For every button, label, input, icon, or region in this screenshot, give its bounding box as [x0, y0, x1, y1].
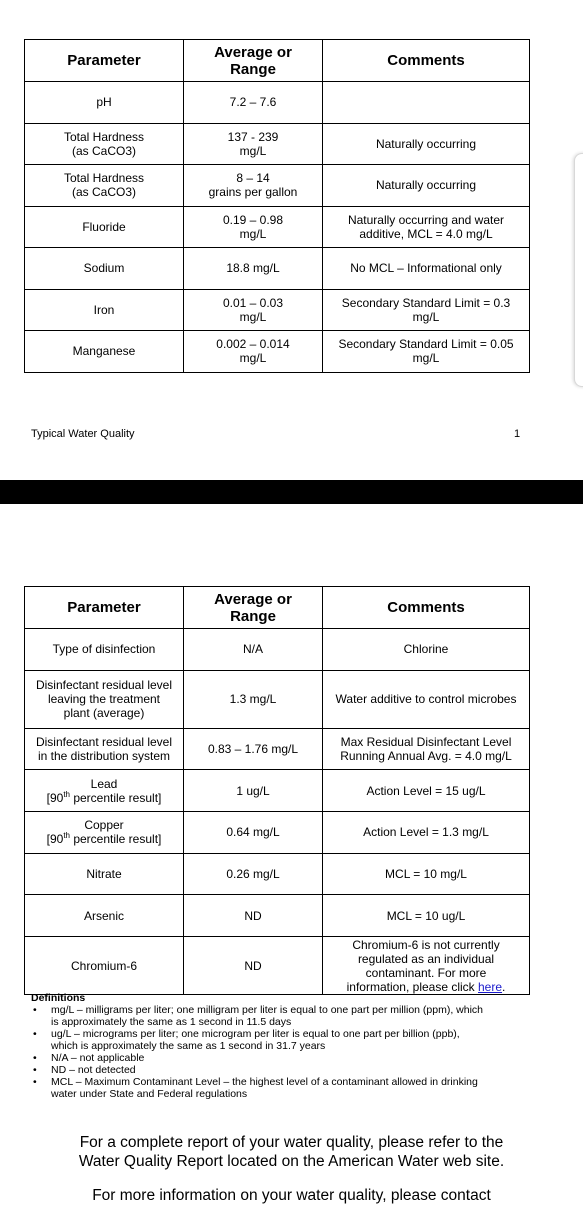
range-text: N/A: [242, 642, 263, 657]
range-text: 1 ug/L: [236, 783, 270, 798]
definition-item: [31, 1004, 551, 1028]
parameter-text: in the distribution system: [37, 749, 171, 764]
parameter-cell: [25, 331, 184, 373]
comment-text: Naturally occurring: [375, 178, 477, 193]
range-text: grains per gallon: [208, 185, 298, 200]
parameter-text: pH: [96, 95, 112, 110]
parameter-text: Sodium: [83, 261, 125, 276]
comment-text: Secondary Standard Limit = 0.05: [338, 337, 514, 352]
parameter-cell: [25, 248, 184, 290]
range-cell: [184, 895, 323, 937]
report-note: [0, 1133, 583, 1171]
report-note-line: For a complete report of your water quality, please refer to the: [79, 1134, 504, 1151]
parameter-cell: [25, 165, 184, 207]
parameter-text: Copper: [84, 818, 124, 833]
parameter-text: Lead: [90, 776, 118, 791]
range-cell: [184, 853, 323, 895]
comment-cell: [323, 629, 530, 671]
bullet-icon: •: [33, 1076, 37, 1088]
parameter-text: leaving the treatment: [47, 692, 161, 707]
comment-cell: [323, 331, 530, 373]
bullet-icon: •: [33, 1052, 37, 1064]
table-row: [25, 670, 530, 728]
range-text: mg/L: [239, 309, 267, 324]
parameter-cell: [25, 289, 184, 331]
definition-text: mg/L – milligrams per liter; one milligram per liter is equal to one part per million (ppm), which: [51, 1004, 484, 1016]
here-link[interactable]: here: [478, 979, 503, 994]
definition-text: ug/L – micrograms per liter; one microgram per liter is equal to one part per billion (ppb),: [51, 1028, 460, 1040]
table-row: [25, 812, 530, 854]
parameter-text: Total Hardness: [63, 171, 145, 186]
table-row: [25, 123, 530, 165]
table-row: [25, 629, 530, 671]
range-text: 7.2 – 7.6: [229, 95, 277, 110]
parameter-cell: [25, 670, 184, 728]
comment-text: additive, MCL = 4.0 mg/L: [359, 226, 493, 241]
parameter-cell: [25, 770, 184, 812]
comment-cell: [323, 248, 530, 290]
definition-item: [31, 1076, 551, 1100]
comment-link-post: .: [502, 979, 506, 994]
parameter-note: [28, 791, 180, 805]
range-text: 8 – 14: [236, 171, 270, 186]
comment-cell: [323, 853, 530, 895]
range-cell: [184, 248, 323, 290]
parameter-text: Disinfectant residual level: [35, 735, 173, 750]
parameter-cell: [25, 812, 184, 854]
range-text: mg/L: [239, 351, 267, 366]
definition-item: [31, 1064, 551, 1076]
parameter-cell: [25, 82, 184, 124]
bullet-icon: •: [33, 1004, 37, 1016]
parameter-text: Iron: [93, 302, 115, 317]
table-row: [25, 895, 530, 937]
parameter-cell: [25, 629, 184, 671]
contact-note: [0, 1186, 583, 1205]
range-text: mg/L: [239, 226, 267, 241]
table-header-row: [25, 587, 530, 629]
parameter-text: plant (average): [63, 706, 145, 721]
bullet-icon: •: [33, 1064, 37, 1076]
parameter-cell: [25, 853, 184, 895]
comment-cell: [323, 289, 530, 331]
range-cell: [184, 670, 323, 728]
comment-text: Naturally occurring and water: [347, 212, 505, 227]
definition-text: ND – not detected: [51, 1064, 136, 1076]
range-text: 0.19 – 0.98: [222, 212, 284, 227]
column-header: Parameter: [25, 40, 184, 82]
parameter-note-post: percentile result]: [69, 832, 162, 847]
table-row: [25, 770, 530, 812]
range-cell: [184, 629, 323, 671]
table-row: [25, 289, 530, 331]
table-row: [25, 82, 530, 124]
comment-cell: [323, 812, 530, 854]
definition-text: is approximately the same as 1 second in 11.5 days: [51, 1016, 292, 1028]
comment-cell: [323, 82, 530, 124]
comment-text: mg/L: [412, 309, 440, 324]
definition-text: which is approximately the same as 1 second in 31.7 years: [51, 1040, 326, 1052]
range-cell: [184, 937, 323, 995]
range-text: 0.01 – 0.03: [222, 295, 284, 310]
range-cell: [184, 812, 323, 854]
comment-cell: [323, 728, 530, 770]
table-row: [25, 937, 530, 995]
contact-note-line: For more information on your water quality, please contact: [92, 1187, 491, 1204]
table-row: [25, 853, 530, 895]
water-quality-table-2: [24, 586, 530, 995]
page-number: 1: [514, 428, 521, 440]
comment-text: No MCL – Informational only: [350, 261, 502, 276]
comment-text: Naturally occurring: [375, 136, 477, 151]
parameter-text: Nitrate: [86, 867, 122, 882]
page-footer-title: Typical Water Quality: [31, 428, 135, 440]
range-cell: [184, 728, 323, 770]
parameter-text: Type of disinfection: [52, 642, 156, 657]
document-page-1: [0, 0, 583, 480]
range-cell: [184, 331, 323, 373]
column-header: Parameter: [25, 587, 184, 629]
bullet-icon: •: [33, 1028, 37, 1040]
parameter-note-post: percentile result]: [69, 790, 162, 805]
definitions-title: Definitions: [31, 992, 86, 1004]
definitions-section: [31, 992, 551, 1100]
range-text: mg/L: [239, 143, 267, 158]
range-cell: [184, 123, 323, 165]
range-text: 18.8 mg/L: [226, 261, 280, 276]
range-text: 0.002 – 0.014: [216, 337, 290, 352]
range-text: 0.64 mg/L: [226, 825, 280, 840]
table-header-row: [25, 40, 530, 82]
table-row: [25, 165, 530, 207]
comment-text: Chromium-6 is not currently: [352, 937, 500, 952]
comment-text: MCL = 10 mg/L: [385, 867, 467, 882]
range-cell: [184, 206, 323, 248]
range-text: ND: [244, 958, 262, 973]
comment-cell: [323, 670, 530, 728]
parameter-cell: [25, 895, 184, 937]
parameter-cell: [25, 206, 184, 248]
column-header: Comments: [323, 587, 530, 629]
comment-text: Action Level = 15 ug/L: [366, 783, 486, 798]
range-text: 1.3 mg/L: [229, 692, 277, 707]
comment-text: Chlorine: [403, 642, 449, 657]
definition-item: [31, 1052, 551, 1064]
parameter-text: (as CaCO3): [71, 143, 136, 158]
range-text: 0.83 – 1.76 mg/L: [207, 742, 299, 757]
comment-link-pre: information, please click: [346, 979, 478, 994]
comment-text: regulated as an individual: [357, 951, 495, 966]
parameter-text: Total Hardness: [63, 129, 145, 144]
parameter-note-sup: th: [63, 831, 70, 841]
comment-cell: [323, 206, 530, 248]
parameter-text: Fluoride: [82, 219, 126, 234]
parameter-text: Manganese: [72, 344, 136, 359]
range-cell: [184, 82, 323, 124]
table-row: [25, 248, 530, 290]
parameter-text: Chromium-6: [70, 958, 137, 973]
comment-text: Water additive to control microbes: [335, 692, 517, 707]
range-text: ND: [244, 908, 262, 923]
range-cell: [184, 289, 323, 331]
comment-text: mg/L: [412, 351, 440, 366]
comment-cell: [323, 123, 530, 165]
column-header: Average or Range: [184, 40, 323, 82]
table-row: [25, 331, 530, 373]
range-text: 137 - 239: [227, 129, 279, 144]
comment-text: MCL = 10 ug/L: [386, 908, 466, 923]
table-row: [25, 206, 530, 248]
parameter-cell: [25, 123, 184, 165]
definition-text: MCL – Maximum Contaminant Level – the highest level of a contaminant allowed in drinking: [51, 1076, 478, 1088]
parameter-note-sup: th: [63, 789, 70, 799]
column-header: Comments: [323, 40, 530, 82]
comment-text: contaminant. For more: [365, 965, 487, 980]
parameter-cell: [25, 728, 184, 770]
scrollbar-handle[interactable]: [574, 153, 583, 387]
parameter-text: (as CaCO3): [71, 185, 136, 200]
comment-cell: [323, 770, 530, 812]
comment-cell: [323, 165, 530, 207]
water-quality-table-1: [24, 39, 530, 373]
range-cell: [184, 770, 323, 812]
comment-cell: [323, 937, 530, 995]
definitions-list: [31, 1004, 551, 1100]
comment-text: Action Level = 1.3 mg/L: [363, 825, 489, 840]
definition-text: N/A – not applicable: [51, 1052, 145, 1064]
parameter-text: Disinfectant residual level: [35, 678, 173, 693]
range-text: 0.26 mg/L: [226, 867, 280, 882]
definition-item: [31, 1028, 551, 1052]
comment-text: Max Residual Disinfectant Level: [340, 735, 512, 750]
page-divider: [0, 480, 583, 504]
parameter-note-pre: [90: [46, 832, 64, 847]
report-note-line: Water Quality Report located on the American Water web site.: [78, 1153, 505, 1170]
comment-text: Running Annual Avg. = 4.0 mg/L: [340, 749, 512, 764]
parameter-cell: [25, 937, 184, 995]
definition-text: water under State and Federal regulations: [51, 1088, 248, 1100]
comment-text: Secondary Standard Limit = 0.3: [341, 295, 511, 310]
parameter-note: [28, 832, 180, 846]
parameter-note-pre: [90: [46, 790, 64, 805]
column-header: Average or Range: [184, 587, 323, 629]
parameter-text: Arsenic: [83, 908, 124, 923]
table-row: [25, 728, 530, 770]
comment-cell: [323, 895, 530, 937]
range-cell: [184, 165, 323, 207]
